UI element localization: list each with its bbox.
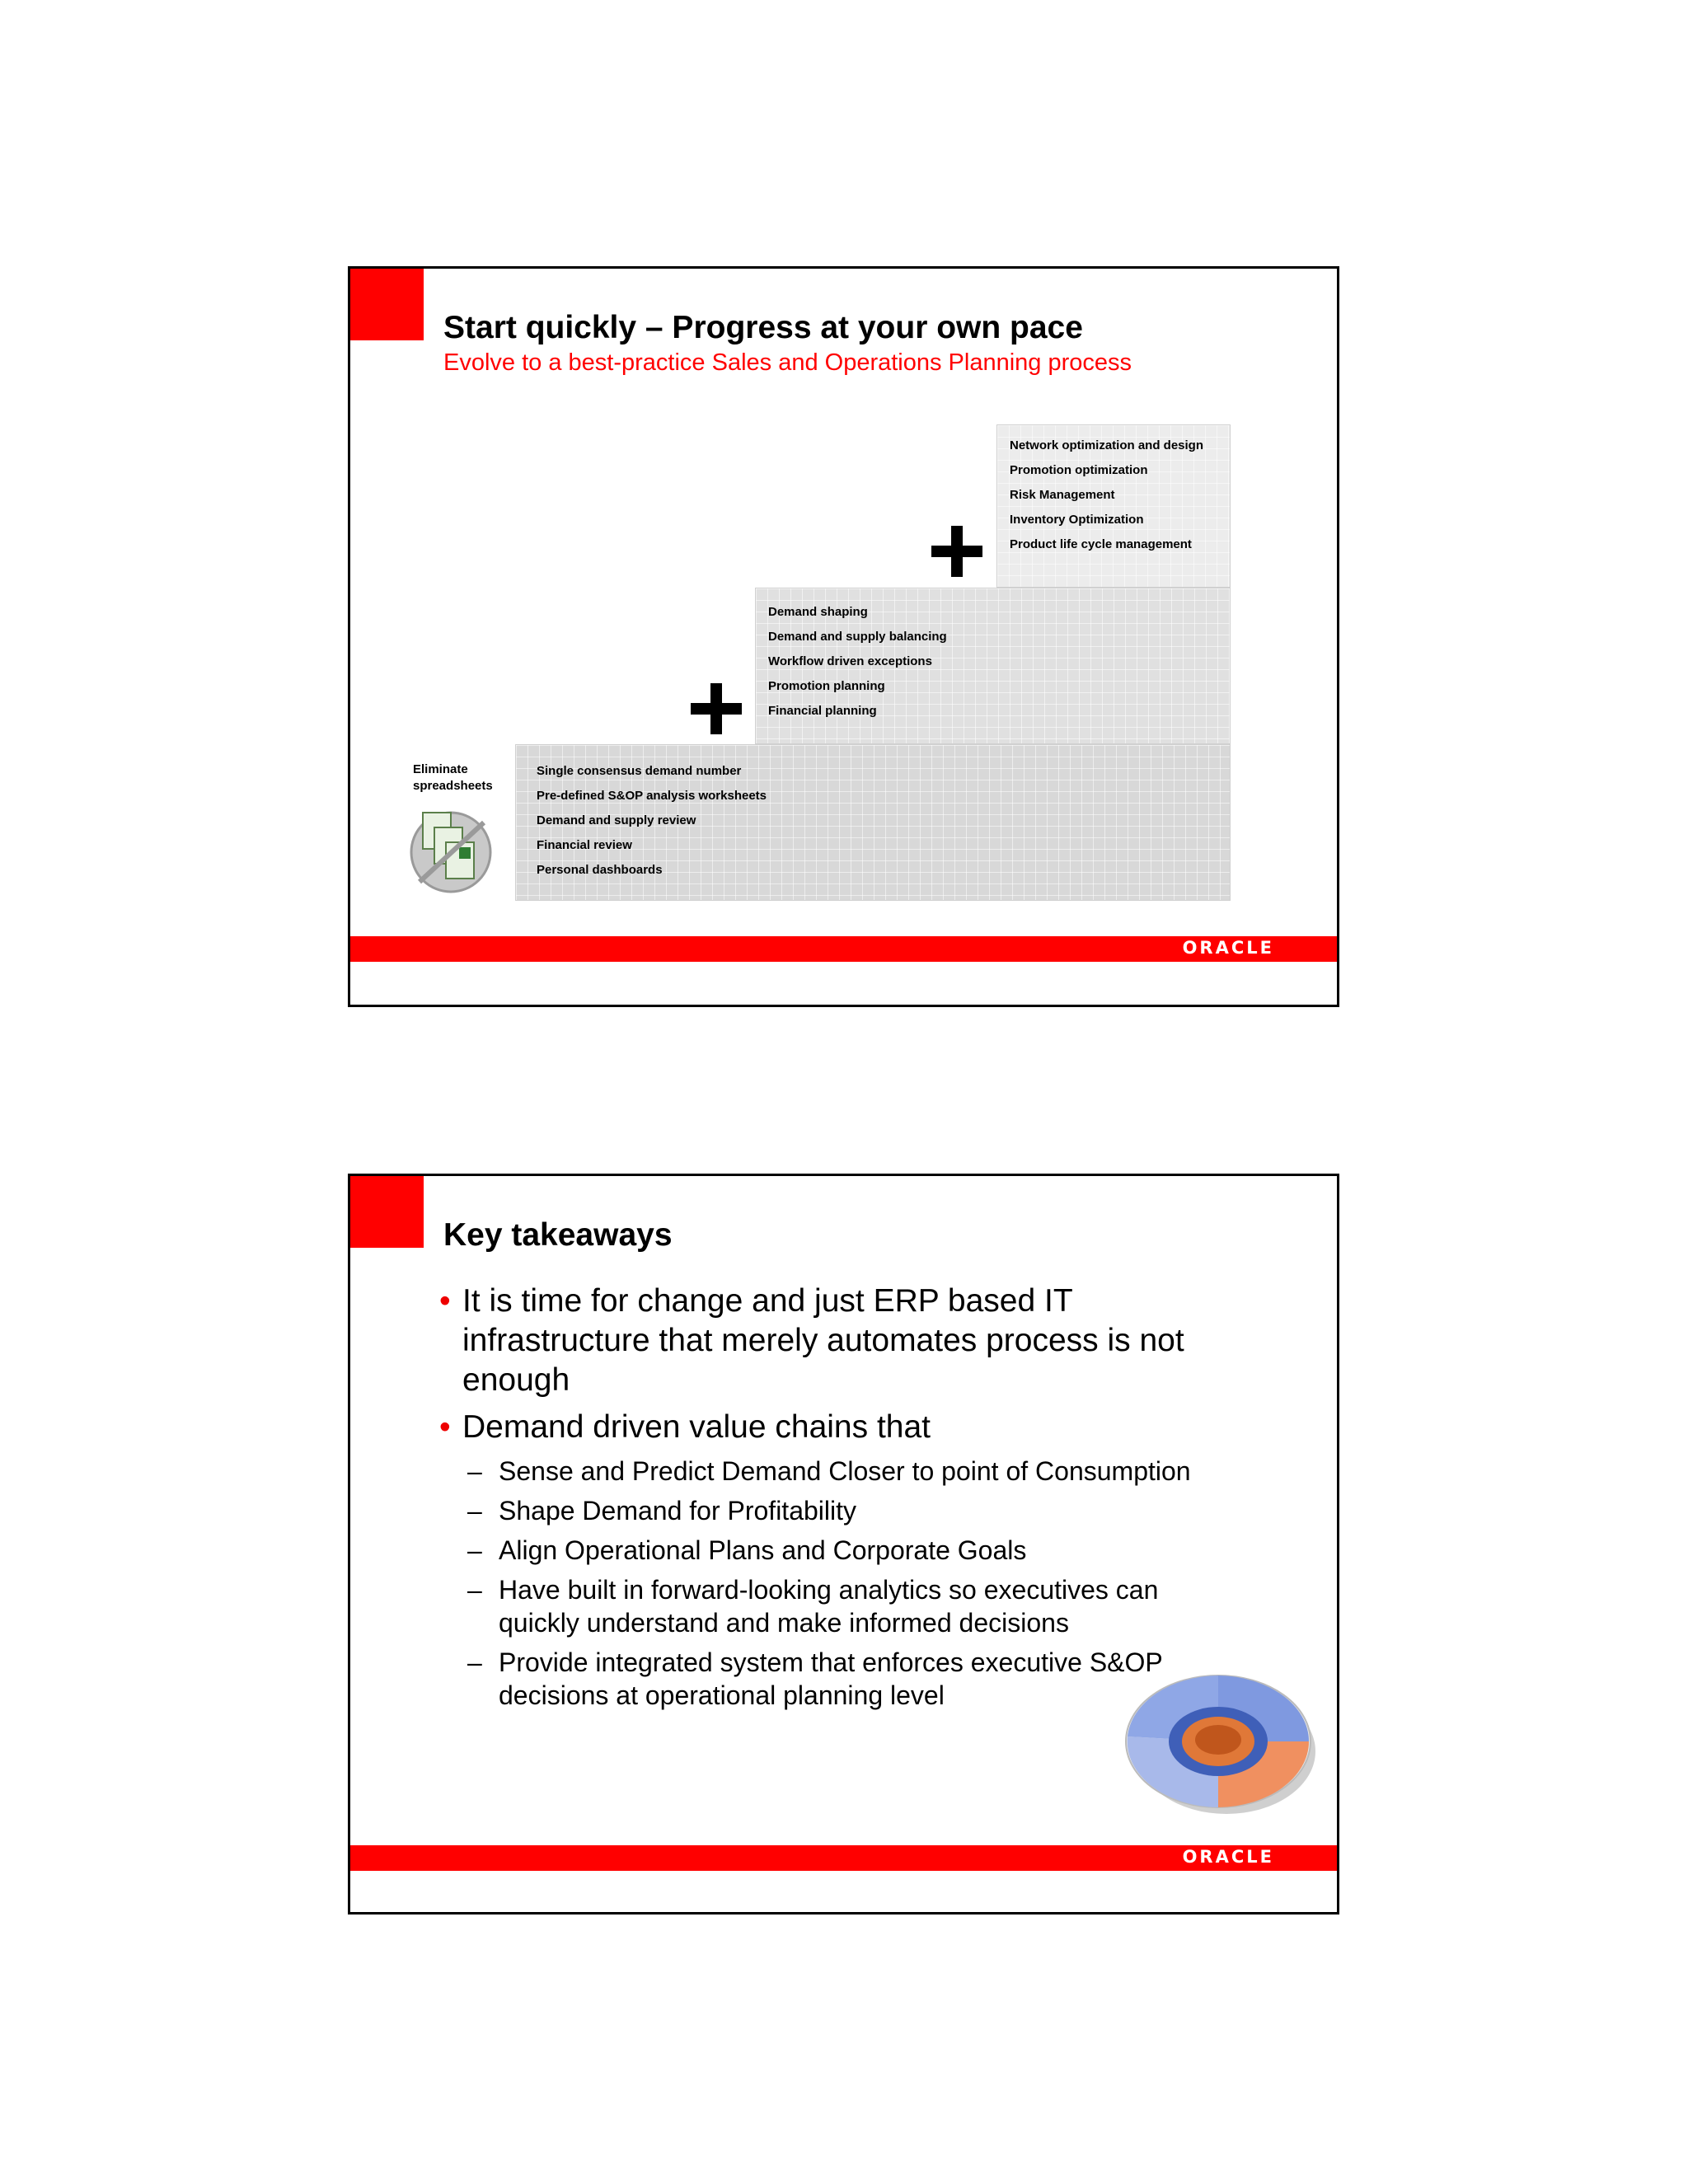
sub-bullet-item: – Sense and Predict Demand Closer to point of Consumption bbox=[439, 1455, 1224, 1488]
spreadsheet-eliminate-icon bbox=[408, 806, 499, 897]
list-item: Inventory Optimization bbox=[1010, 513, 1144, 527]
process-wheel-graphic bbox=[1121, 1662, 1319, 1819]
list-item: Promotion planning bbox=[768, 679, 885, 693]
list-item: Financial review bbox=[537, 838, 632, 852]
slide-title: Key takeaways bbox=[443, 1217, 673, 1253]
eliminate-spreadsheets-label: Eliminate spreadsheets bbox=[413, 762, 493, 793]
list-item: Demand and supply balancing bbox=[768, 630, 947, 644]
list-item: Personal dashboards bbox=[537, 863, 663, 877]
list-item: Single consensus demand number bbox=[537, 764, 742, 778]
list-item: Promotion optimization bbox=[1010, 463, 1148, 477]
sub-bullet-item: – Have built in forward-looking analytics so executives can quickly understand and make informed decisions bbox=[439, 1573, 1224, 1639]
slide-subtitle: Evolve to a best-practice Sales and Operations Planning process bbox=[443, 349, 1132, 376]
footer-bar bbox=[350, 936, 1337, 962]
takeaway-list bbox=[439, 1282, 1264, 1718]
slide-title: Start quickly – Progress at your own pace bbox=[443, 310, 1083, 345]
corner-accent bbox=[350, 269, 424, 340]
plus-icon bbox=[691, 683, 742, 734]
bullet-item: • It is time for change and just ERP based IT infrastructure that merely automates process is not enough bbox=[439, 1282, 1264, 1400]
slide-start-quickly bbox=[348, 266, 1339, 1007]
tier-foundation bbox=[515, 744, 1231, 901]
bullet-item: • Demand driven value chains that bbox=[439, 1408, 1264, 1447]
corner-accent bbox=[350, 1176, 424, 1248]
tier-intermediate-list bbox=[768, 600, 947, 724]
sub-bullet-item: – Align Operational Plans and Corporate Goals bbox=[439, 1534, 1224, 1567]
oracle-logo: ORACLE bbox=[1182, 1847, 1274, 1867]
list-item: Demand shaping bbox=[768, 605, 868, 619]
list-item: Product life cycle management bbox=[1010, 537, 1192, 551]
sub-bullet-item: – Provide integrated system that enforces executive S&OP decisions at operational planning level bbox=[439, 1646, 1224, 1712]
list-item: Financial planning bbox=[768, 704, 877, 718]
tier-advanced-list bbox=[1010, 438, 1207, 557]
list-item: Workflow driven exceptions bbox=[768, 654, 932, 668]
sub-bullet-item: – Shape Demand for Profitability bbox=[439, 1494, 1224, 1527]
slide-key-takeaways bbox=[348, 1174, 1339, 1915]
list-item: Risk Management bbox=[1010, 488, 1115, 502]
tier-foundation-list bbox=[537, 759, 767, 883]
tier-intermediate bbox=[755, 588, 1231, 744]
plus-icon bbox=[931, 526, 982, 577]
oracle-logo: ORACLE bbox=[1182, 938, 1274, 958]
tier-advanced bbox=[996, 424, 1231, 588]
list-item: Demand and supply review bbox=[537, 813, 696, 827]
footer-bar bbox=[350, 1845, 1337, 1871]
list-item: Network optimization and design bbox=[1010, 438, 1204, 452]
list-item: Pre-defined S&OP analysis worksheets bbox=[537, 789, 767, 803]
